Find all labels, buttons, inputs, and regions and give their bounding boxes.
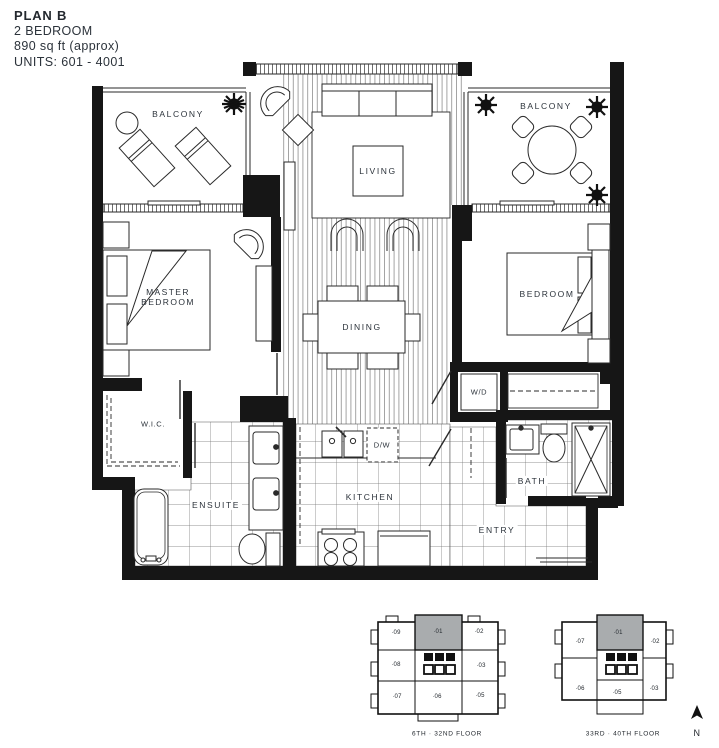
room-label-balcony-right: BALCONY	[520, 100, 572, 111]
keyplate1-unit-07: ·07	[392, 694, 402, 700]
keyplate1-unit-08: ·08	[391, 662, 401, 668]
north-label: N	[693, 728, 701, 738]
left-balcony-furniture	[116, 93, 246, 187]
plan-bedrooms: 2 BEDROOM	[14, 23, 93, 38]
room-label-bath: BATH	[517, 475, 547, 486]
room-label-entry: ENTRY	[478, 524, 516, 535]
keyplate1-caption: 6TH · 32ND FLOOR	[411, 730, 483, 738]
room-label-wic: W.I.C.	[140, 419, 166, 429]
plan-title-block	[14, 8, 125, 70]
room-label-master-bedroom: MASTER BEDROOM	[141, 286, 195, 307]
keyplate2-caption: 33RD · 40TH FLOOR	[585, 730, 661, 738]
room-label-bedroom: BEDROOM	[519, 288, 575, 299]
keyplate2-unit-06: ·06	[575, 686, 585, 692]
label-washer-dryer: W/D	[470, 387, 488, 397]
keyplate1-unit-02: ·02	[474, 629, 484, 635]
plan-area: 890 sq ft (approx)	[14, 39, 120, 53]
keyplate2-unit-01: ·01	[613, 630, 623, 636]
plant-icon	[475, 94, 497, 116]
room-label-ensuite: ENSUITE	[191, 499, 241, 510]
keyplate1-unit-06: ·06	[432, 694, 442, 700]
room-label-balcony-left: BALCONY	[152, 108, 204, 119]
keyplate2-unit-05: ·05	[612, 690, 622, 696]
room-label-kitchen: KITCHEN	[345, 491, 395, 502]
plant-icon	[222, 93, 246, 115]
plan-units: UNITS: 601 - 4001	[14, 54, 126, 69]
keyplate1-unit-01: ·01	[433, 629, 443, 635]
room-label-dining: DINING	[342, 321, 382, 332]
plant-icon	[586, 184, 608, 206]
wic-detail	[107, 395, 180, 466]
label-dishwasher: D/W	[373, 440, 391, 450]
keyplate2-unit-03: ·03	[649, 686, 659, 692]
keyplate2-unit-07: ·07	[575, 639, 585, 645]
north-arrow-icon	[691, 705, 703, 719]
keyplate2-unit-02: ·02	[650, 639, 660, 645]
plant-icon	[586, 96, 608, 118]
keyplate1-unit-03: ·03	[476, 663, 486, 669]
plan-name: PLAN B	[14, 8, 68, 23]
keyplate1-unit-09: ·09	[391, 630, 401, 636]
bedroom-furniture	[507, 224, 610, 408]
keyplate1-unit-05: ·05	[475, 693, 485, 699]
room-label-living: LIVING	[359, 165, 397, 176]
